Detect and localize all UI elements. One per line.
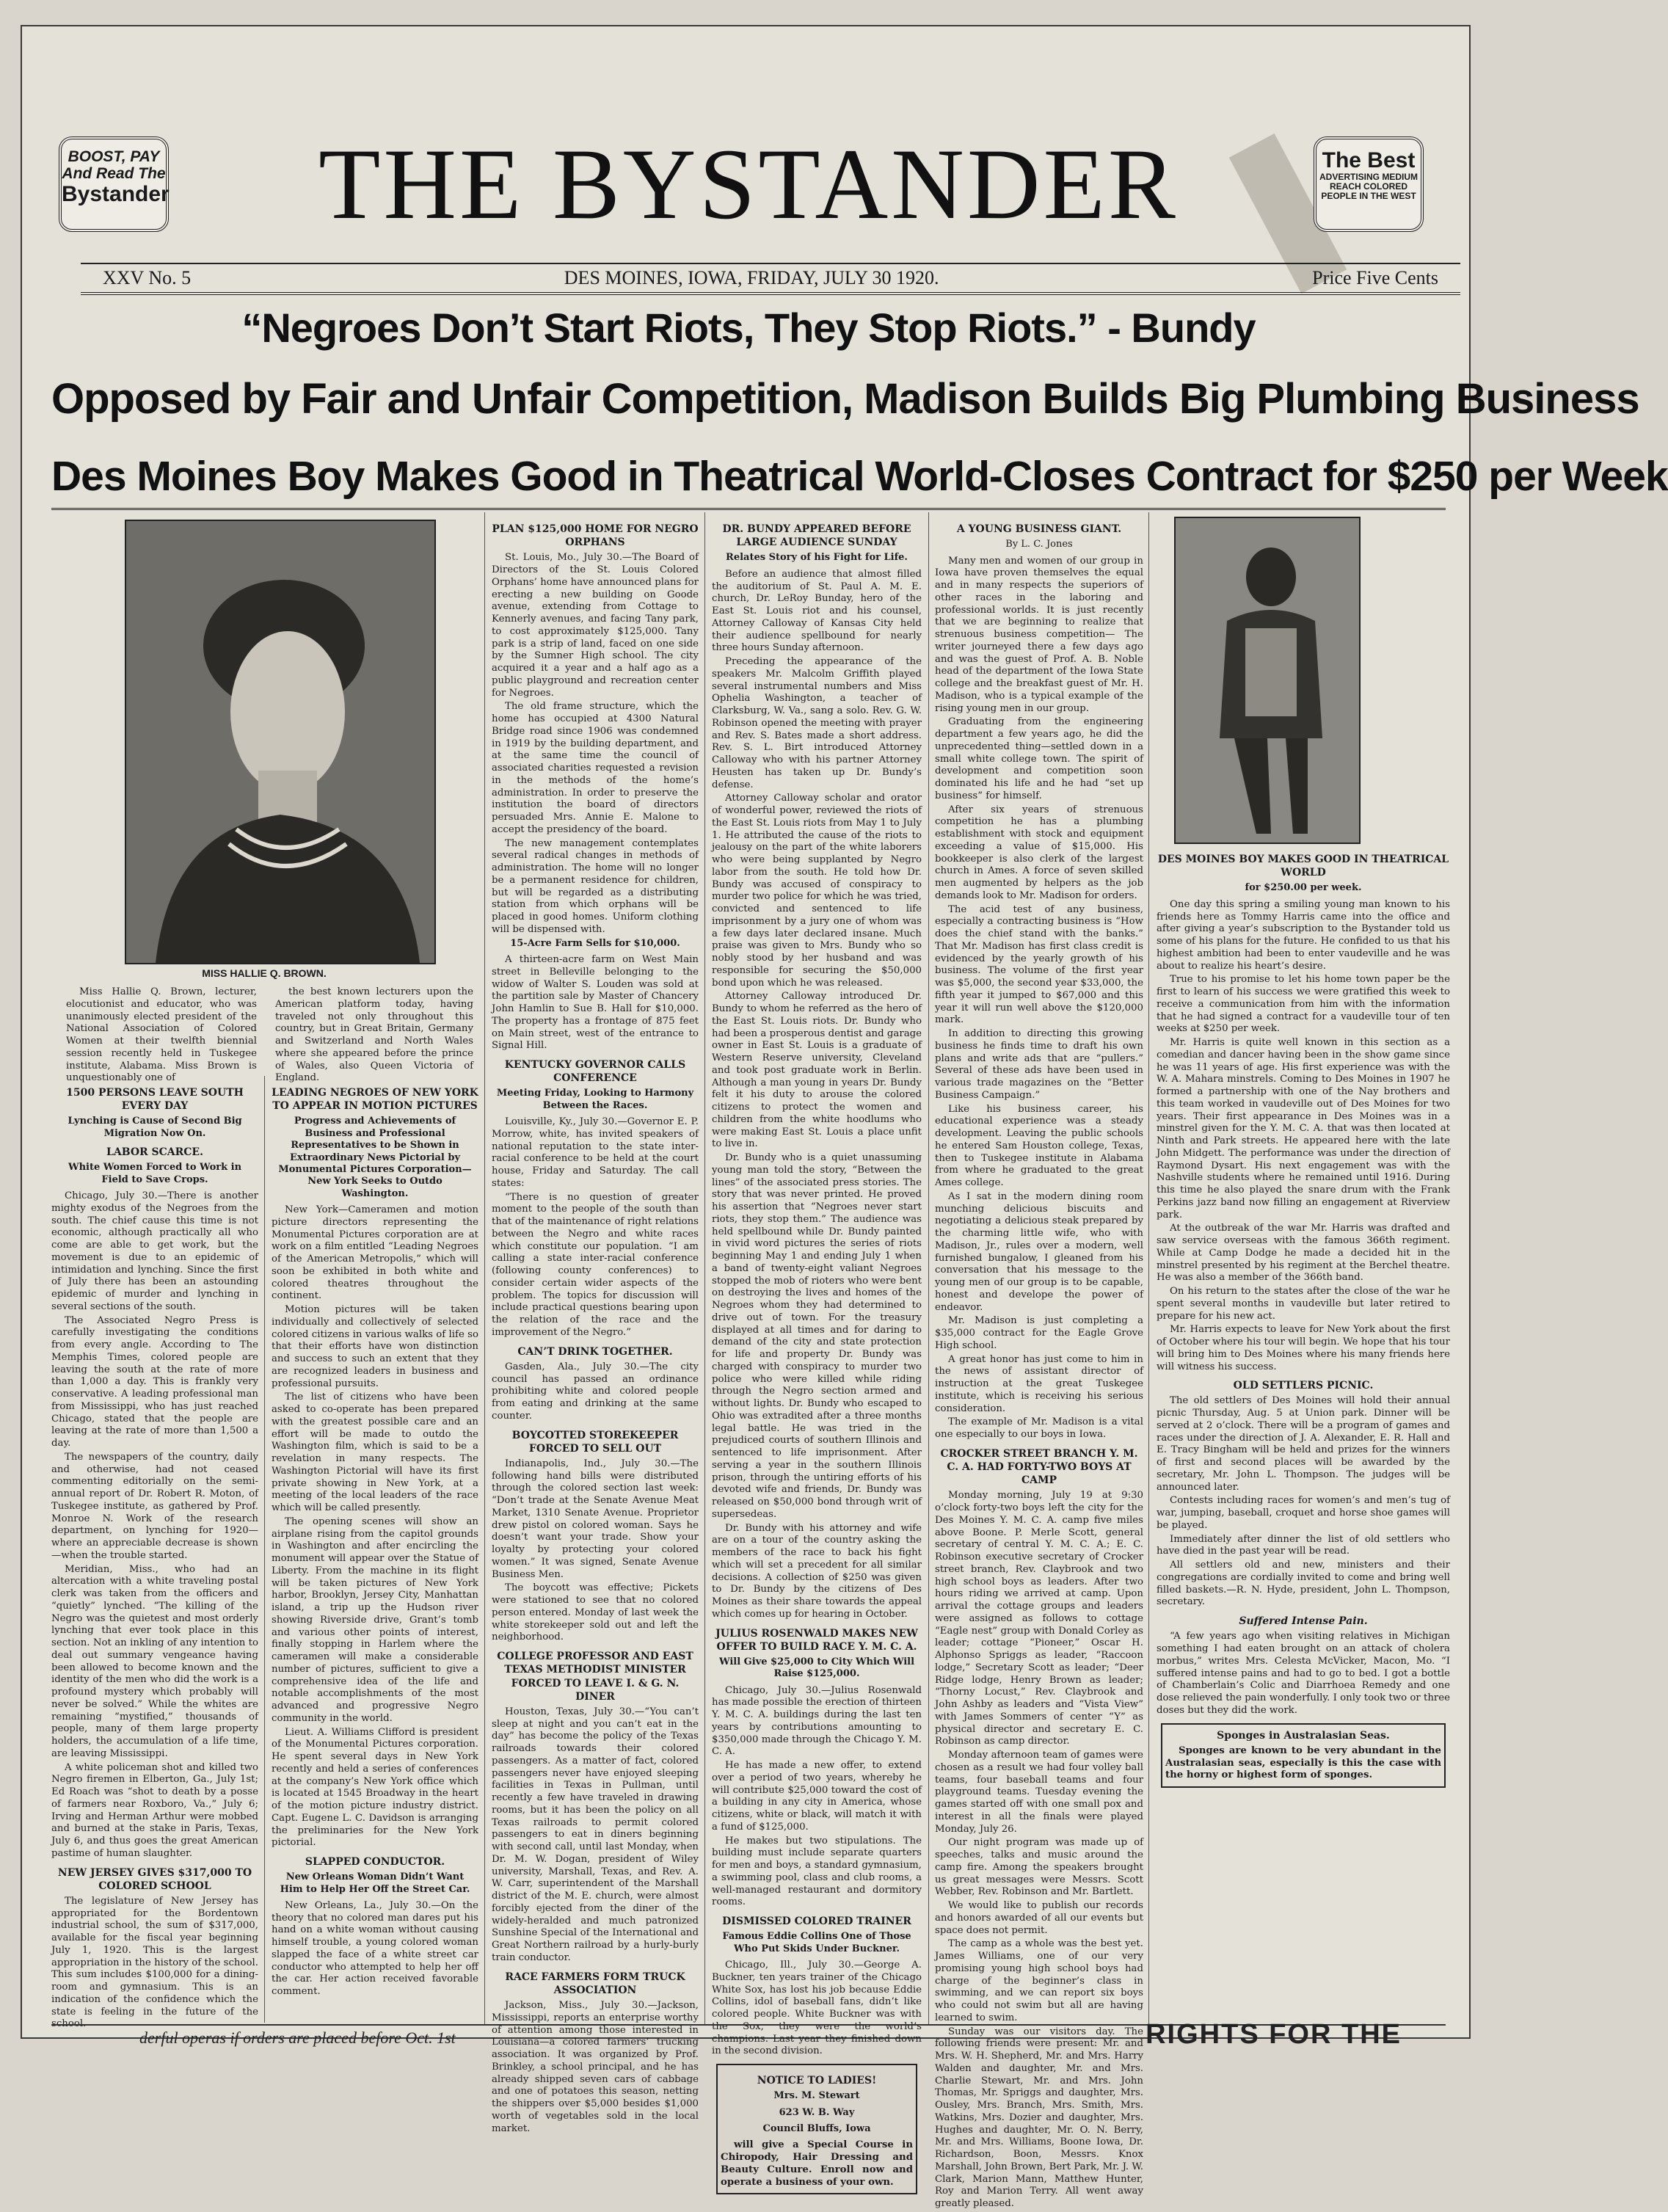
paragraph: The legislature of New Jersey has appropriated for the Bordentown industrial school, the sum of $317,000, available for the fiscal year beginning July 1, 1920. This is the largest appropriation in the history of the school. This sum includes $100,000 for a dining-room and gymnasium. This is an indication of the confidence which the state is feeling in the future of the school. <box>51 1895 258 2030</box>
portrait-illustration <box>1176 518 1359 843</box>
article-title: 1500 PERSONS LEAVE SOUTH EVERY DAY <box>66 1087 244 1113</box>
notice-line: 623 W. B. Way <box>779 2106 855 2118</box>
headline-rule <box>51 508 1446 510</box>
article-subtitle: New Orleans Woman Didn’t Want Him to Help Her Off the Street Car. <box>280 1871 470 1895</box>
paragraph: A great honor has just come to him in the news of assistant director of instruction at the great Tuskegee institute, which is receiving his serious consideration. <box>935 1353 1143 1414</box>
portrait-caption: MISS HALLIE Q. BROWN. <box>202 967 327 979</box>
paragraph: Monday morning, July 19 at 9:30 o’clock forty-two boys left the city for the Des Moines Y. M. C. A. camp five miles above Boone. P. Merle Scott, general secretary of central Y. M. C. A.; E. C. Robinson executive secretary of Crocker street branch, Rev. Claybrook and two high school boys as leaders. After two hours riding we arrived at camp. Upon arrival the cottage groups and leaders were assigned as follows to cottage “Eagle nest” group with Donald Corley as leader; cottage “Pioneer,” Oscar H. Alphonso Spriggs as leader, “Raccoon lodge,” Secretary Scott as leader; “Deer Ridge lodge, Henry Brown as leader; “Thorny Locust,” Rev. Claybrook and John Ashby as leaders and “Vista View” with James Sommers of center “Y” as physical director and secretary E. C. Robinson as camp director. <box>935 1490 1143 1747</box>
article-title: DR. BUNDY APPEARED BEFORE LARGE AUDIENCE SUNDAY <box>722 523 911 549</box>
volume-number: XXV No. 5 <box>103 267 192 288</box>
notice-box <box>716 2064 917 2194</box>
article-title: LEADING NEGROES OF NEW YORK TO APPEAR IN MOTION PICTURES <box>272 1087 478 1113</box>
paragraph: Graduating from the engineering department a few years ago, he did the unprecedented thing—settled down in a small white college town. The spirit of development and competition soon dominated his life and he had “set up business” for himself. <box>935 716 1143 801</box>
paragraph: The opening scenes will show an airplane rising from the capitol grounds in Washington and after encircling the monument will appear over the Statue of Liberty. From the machine in its flight will be taken pictures of New York harbor, Brooklyn, Jersey City, Manhattan island, a trip up the Hudson river showing Riverside drive, Grant’s tomb and various other points of interest, finally stopping in Harlem where the cameramen will make a considerable number of pictures, sufficient to give a comprehensive idea of the life and notable accomplishments of the most advanced and progressive Negro community in the world. <box>272 1516 478 1724</box>
paragraph: Contests including races for women’s and men’s tug of war, jumping, baseball, croquet and horse shoe games will be played. <box>1157 1495 1450 1531</box>
article-title: BOYCOTTED STOREKEEPER FORCED TO SELL OUT <box>511 1429 679 1455</box>
portrait-text-a <box>66 986 257 1086</box>
column-1 <box>51 1080 258 2032</box>
article-title: KENTUCKY GOVERNOR CALLS CONFERENCE <box>504 1059 686 1085</box>
paragraph: Chicago, July 30.—Julius Rosenwald has made possible the erection of thirteen Y. M. C. A. buildings during the last ten years by contributions amounting to $350,000 made through the Chicago Y. M. C. A. <box>712 1684 922 1758</box>
notice-title: NOTICE TO LADIES! <box>757 2075 877 2087</box>
paragraph: Dr. Bundy with his attorney and wife are on a tour of the country asking the members of the race to back his fight which will set a precedent for all similar decisions. A collection of $250 was given to Dr. Bundy by the citizens of Des Moines as their share towards the appeal which comes up for hearing in October. <box>712 1522 922 1620</box>
paragraph: Chicago, July 30.—There is another mighty exodus of the Negroes from the south. The chief cause this time is not economic, although practically all who come are able to get work, but the movement is due to an epidemic of intimidation and lynching. Since the first of July there has been an astounding epidemic of murder and lynching in several sections of the south. <box>51 1190 258 1312</box>
box-text: Sponges are known to be very abundant in the Australasian seas, especially is this the case with the horny or highest form of sponges. <box>1165 1745 1441 1781</box>
paragraph: Preceding the appearance of the speakers Mr. Malcolm Griffith played several instrumental numbers and Miss Ophelia Washington, a teacher of Clarksburg, W. Va., sang a solo. Rev. G. W. Robinson opened the meeting with prayer and Rev. S. Bates made a short address. Rev. S. L. Birt introduced Attorney Calloway who with his partner Attorney Heusten has taken up Dr. Bundy’s defense. <box>712 656 922 790</box>
column-5 <box>935 517 1143 2212</box>
headline-1: “Negroes Don’t Start Riots, They Stop Riots.” - Bundy <box>241 305 1256 351</box>
masthead-title: THE BYSTANDER <box>318 128 1179 240</box>
paragraph: A white policeman shot and killed two Negro firemen in Elberton, Ga., July 1st; Ed Roach was “shot to death by a posse of farmers near Roxboro, Va.,” July 6; Irving and Herman Arthur were mobbed and burned at the stake in Paris, Texas, July 6, and thus goes the great American pastime of human slaughter. <box>51 1761 258 1859</box>
tommy-harris-portrait <box>1174 517 1361 844</box>
paragraph: Gasden, Ala., July 30.—The city council has passed an ordinance prohibiting white and colored people from eating and drinking at the same counter. <box>492 1361 699 1422</box>
paragraph: We would like to publish our records and honors awarded of all our events but space does not permit. <box>935 1900 1143 1936</box>
paragraph: Miss Hallie Q. Brown, lecturer, elocutionist and educator, who was unanimously elected president of the National Association of Colored Women at their twelfth biennial session recently held in Tuskegee institute, Alabama. Miss Brown is unquestionably one of <box>66 986 257 1084</box>
badge-line: PEOPLE IN THE WEST <box>1321 191 1416 202</box>
hallie-brown-portrait <box>125 520 436 964</box>
article-title: A YOUNG BUSINESS GIANT. <box>956 523 1122 535</box>
badge-line: Bystander <box>62 182 170 207</box>
paragraph: The acid test of any business, especially a contracting business is “How does the chief stand with the banks.” That Mr. Madison has first class credit is evidenced by the yearly growth of his business. The volume of the first year was $5,000, the second year $33,000, the fifth year it jumped to $67,000 and this year it will run well above the $120,000 mark. <box>935 903 1143 1026</box>
headline-3: Des Moines Boy Makes Good in Theatrical World-Closes Contract for $250 per Week <box>51 453 1668 500</box>
article-title: NEW JERSEY GIVES $317,000 TO COLORED SCHOOL <box>57 1866 252 1892</box>
paragraph: Before an audience that almost filled the auditorium of St. Paul A. M. E. church, Dr. LeRoy Bunday, hero of the East St. Louis riot and his counsel, Attorney Calloway of Kansas City held their audience spellbound for nearly three hours Sunday afternoon. <box>712 568 922 654</box>
paragraph: The new management contemplates several radical changes in methods of administration. The home will no longer be a permanent residence for children, but will be regarded as a distributing station from which orphans will be placed in good homes. Uniform clothing will be dispensed with. <box>492 837 699 935</box>
article-title: RACE FARMERS FORM TRUCK ASSOCIATION <box>505 1971 685 1996</box>
paragraph: Immediately after dinner the list of old settlers who have died in the past year will be read. <box>1157 1533 1450 1557</box>
article-title: SLAPPED CONDUCTOR. <box>305 1856 445 1868</box>
right-ear-badge <box>1314 137 1424 232</box>
column-4 <box>712 517 922 2200</box>
notice-line: Council Bluffs, Iowa <box>762 2123 871 2134</box>
portrait-text-b <box>275 986 473 1086</box>
article-subtitle: Famous Eddie Collins One of Those Who Put Skids Under Buckner. <box>722 1931 911 1954</box>
paragraph: The Associated Negro Press is carefully investigating the conditions from every angle. According to The Memphis Times, colored people are leaving the south at the rate of more than 1,000 a day. This is frankly very conservative. A leading professional man from Mississippi, who has just reached Chicago, stated that the people are leaving at the rate of more than 1,500 a day. <box>51 1314 258 1449</box>
paragraph: He makes but two stipulations. The building must include separate quarters for men and boys, a standard gymnasium, a swimming pool, class and club rooms, a well-managed restaurant and dormitory rooms. <box>712 1835 922 1908</box>
paragraph: After six years of strenuous competition he has a plumbing establishment with stock and equipment exceeding a value of $15,000. His bookkeeper is also clerk of the largest church in Ames. A force of seven skilled men augmented by helpers as the job demands look to Mr. Madison for orders. <box>935 804 1143 901</box>
badge-line: The Best <box>1322 148 1416 172</box>
paragraph: “A few years ago when visiting relatives in Michigan something I had eaten brought on an attack of cholera morbus,” writes Mrs. Celesta McVicker, Macon, Mo. “I suffered intense pains and had to go to bed. I got a bottle of Chamberlain’s Colic and Diarrhoea Remedy and one dose relieved the pain wonderfully. I only took two or three doses but they did the work. <box>1157 1631 1450 1716</box>
article-title: COLLEGE PROFESSOR AND EAST TEXAS METHODIST MINISTER FORCED TO LEAVE I. & G. N. DINER <box>497 1651 693 1703</box>
dateline <box>81 263 1460 295</box>
headline-2: Opposed by Fair and Unfair Competition, Madison Builds Big Plumbing Business <box>51 375 1639 423</box>
article-subtitle: 15-Acre Farm Sells for $10,000. <box>510 937 680 949</box>
left-ear-badge <box>59 137 169 232</box>
paragraph: Houston, Texas, July 30.—“You can’t sleep at night and you can’t eat in the day” has become the policy of the Texas railroads towards their colored passengers. As a matter of fact, colored passengers never have enjoyed sleeping facilities in Texas in Pullman, until recently a few have traveled in drawing rooms, but it has been the policy on all Texas railroads to permit colored passengers to eat in diners beginning with second call, until last Monday, when Dr. M. W. Dogan, president of Wiley university, Marshall, Texas, and Rev. A. W. Carr, superintendent of the Marshall district of the M. E. church, were almost forcibly ejected from the diner of the widely-heralded and much patronized Sunshine Special of the International and Great Northern railroad by a hurly-burly train conductor. <box>492 1706 699 1963</box>
newspaper-page <box>21 25 1668 2210</box>
paragraph: On his return to the states after the close of the war he spent several months in vaudeville but later retired to prepare for his new act. <box>1157 1286 1450 1322</box>
paragraph: Attorney Calloway scholar and orator of wonderful power, reviewed the riots of the East St. Louis riots from May 1 to July 1. He attributed the cause of the riots to jealousy on the part of the white laborers who were being supplanted by Negro labor from the south. He told how Dr. Bundy was accused of conspiracy to murder two police for which he was tried, convicted and sentenced to life imprisonment by a jury one of whom was a few days later declared insane. Much praise was given to Mrs. Bundy who so nobly stood by her husband and was responsible for securing the $50,000 bond upon which he was released. <box>712 793 922 989</box>
paragraph: A thirteen-acre farm on West Main street in Belleville belonging to the widow of Walter S. Louden was sold at the partition sale by Master of Chancery John Hamlin to Sue B. Hall for $10,000. The property has a frontage of 875 feet on Main street, west of the entrance to Signal Hill. <box>492 954 699 1052</box>
paragraph: Sunday was our visitors day. The following friends were present: Mr. and Mrs. W. H. Shepherd, Mr. and Mrs. Harry Walden and daughter, Mr. and Mrs. Charlie Stewart, Mr. and Mrs. John Thomas, Mr. Spriggs and daughter, Mrs. Ousley, Mrs. Branch, Mrs. Smith, Mrs. Watkins, Mrs. Dozier and daughter, Mrs. Hughes and daughter, Mr. O. N. Berry, Mr. and Mrs. Williams, Boone Iowa, Dr. Richardson, Boon, Messrs. Knox Marshall, John Brown, Bert Park, Mr. J. W. Clark, Marion Mann, Matthew Hunter, Roy and Marion Terry. All went away greatly pleased. <box>935 2026 1143 2210</box>
paragraph: Chicago, Ill., July 30.—George A. Buckner, ten years trainer of the Chicago White Sox, has lost his job because Eddie Collins, idol of baseball fans, didn’t like colored people. White Buckner was with the Sox, they were the world’s champions. Last year they finished down in the second division. <box>712 1960 922 2057</box>
article-subtitle: for $250.00 per week. <box>1245 882 1362 894</box>
article-subtitle: Lynching is Cause of Second Big Migration Now On. <box>68 1116 242 1139</box>
paragraph: The boycott was effective; Pickets were stationed to see that no colored person entered. Monday of last week the white storekeeper sold out and left the neighborhood. <box>492 1582 699 1643</box>
paragraph: True to his promise to let his home town paper be the first to learn of his success we were gratified this week to receive a communication from him with the information that he had signed a contract for a vaudeville tour of ten weeks at $250 per week. <box>1157 974 1450 1035</box>
paragraph: Jackson, Miss., July 30.—Jackson, Mississippi, reports an enterprise worthy of attention among those interested in Louisiana—a colored farmers’ trucking association. It was organized by Prof. Brinkley, a school principal, and he has already shipped seven cars of cabbage and one of potatoes this season, netting the shippers over $5,000 besides $1,000 worth of vegetables sold in the local market. <box>492 2000 699 2134</box>
column-rule <box>928 512 929 2024</box>
paragraph: As I sat in the modern dining room munching delicious biscuits and negotiating a delicious steak prepared by the charming little wife, who with Madison, Jr., rules over a modern, well furnished bungalow, I gleaned from his conversation that his message to the young men of our group is to be capable, honest and develope the power of endeavor. <box>935 1190 1143 1313</box>
article-subtitle: Meeting Friday, Looking to Harmony Between the Races. <box>496 1088 694 1111</box>
footer-advert-right: RIGHTS FOR THE <box>1146 2019 1402 2050</box>
badge-line: ADVERTISING MEDIUM <box>1319 172 1418 182</box>
paragraph: Monday afternoon team of games were chosen as a result we had four volley ball teams, four baseball teams and four playground teams. Tuesday evening the games started off with one small pox and interest in all the finals were played Monday, July 26. <box>935 1750 1143 1835</box>
place-date: DES MOINES, IOWA, FRIDAY, JULY 30 1920. <box>564 267 939 288</box>
paragraph: He has made a new offer, to extend over a period of two years, whereby he will contribute $25,000 toward the cost of a building in any city in America, whose citizens, white or black, will match it with a fund of $125,000. <box>712 1760 922 1833</box>
paragraph: Mr. Harris is quite well known in this section as a comedian and dancer having been in the show game since he was 11 years of age. His first experience was with the W. A. Mahara minstrels. Coming to Des Moines in 1907 he formed a partnership with one of the Nay brothers and this team worked in vaudeville out of Des Moines for two years. Their first appearance in Des Moines was in a minstrel given for the Y. M. C. A. that was then located at Ninth and Park streets. He appeared here with the late John Midgett. The performance was under the direction of Raymond Dysart. His next engagement was with the Nashville students where he remained until 1916. During this time he also played the snare drum with the Frank Perkins jazz band now filling an engagement at Riverview park. <box>1157 1037 1450 1220</box>
paragraph: Many men and women of our group in Iowa have proven themselves the equal and in many respects the superiors of other races in the laboring and professional worlds. It is just recently that we are beginning to realize that strenuous business competition— The writer journeyed there a few days ago and was the guest of Prof. A. B. Noble head of the department of the Iowa State college and the breakfast guest of Mr. H. Madison, who is a typical example of the rising young men in our group. <box>935 555 1143 714</box>
article-subtitle: White Women Forced to Work in Field to Save Crops. <box>68 1162 242 1185</box>
paragraph: Louisville, Ky., July 30.—Governor E. P. Morrow, white, has invited speakers of national reputation to the state inter-racial conference to be held at the court house, Friday and Saturday. The call states: <box>492 1116 699 1189</box>
portrait-illustration <box>126 521 434 963</box>
article-title: JULIUS ROSENWALD MAKES NEW OFFER TO BUILD RACE Y. M. C. A. <box>715 1627 918 1653</box>
article-subtitle: Relates Story of his Fight for Life. <box>726 552 908 564</box>
paragraph: At the outbreak of the war Mr. Harris was drafted and saw service overseas with the famous 366th regiment. While at Camp Dodge he made a decided hit in the minstrel presented by his regiment at the Berchel theatre. He was also a member of the 366th band. <box>1157 1223 1450 1284</box>
paragraph: Lieut. A. Williams Clifford is president of the Monumental Pictures corporation. He spent several days in New York recently and held a series of conferences at the company’s New York office which is located at 1545 Broadway in the heart of the motion picture industry district. Capt. Eugene L. C. Davidson is arranging the preliminaries for the New York pictorial. <box>272 1726 478 1849</box>
paragraph: In addition to directing this growing business he finds time to draft his own plans and write ads that are “pullers.” Several of these ads have been used in various trade magazines on the “Better Business Campaign.” <box>935 1028 1143 1101</box>
article-title: OLD SETTLERS PICNIC. <box>1233 1380 1374 1392</box>
article-title: CROCKER STREET BRANCH Y. M. C. A. HAD FORTY-TWO BOYS AT CAMP <box>940 1447 1138 1487</box>
paragraph: St. Louis, Mo., July 30.—The Board of Directors of the St. Louis Colored Orphans’ home have announced plans for erecting a new building on Goode avenue, extending from Cottage to Kennerly avenues, and facing Tany park, to cost approximately $125,000. Tany park is a strip of land, faced on one side by the Sumner High school. The city acquired it a year and a half ago as a public playground and recreation center for Negroes. <box>492 552 699 699</box>
paragraph: The newspapers of the country, daily and otherwise, had not ceased commenting editorially on the semi-annual report of Dr. Robert R. Moton, of Tuskegee institute, as gathered by Prof. Monroe N. Work of the research department, on lynching for 1920—where an appreciable decrease is shown—when the trouble started. <box>51 1451 258 1561</box>
paragraph: All settlers old and new, ministers and their congregations are cordially invited to come and bring well filled baskets.—R. N. Hyde, president, John L. Thompson, secretary. <box>1157 1560 1450 1608</box>
notice-text: will give a Special Course in Chiropody, Hair Dressing and Beauty Culture. Enroll now and operate a business of your own. <box>721 2139 913 2188</box>
paragraph: One day this spring a smiling young man known to his friends here as Tommy Harris came into the office and after giving a year’s subscription to the Bystander told us some of his plans for the future. He confided to us that his highest ambition had been to enter vaudeville and he was about to realize his heart’s desire. <box>1157 898 1450 972</box>
column-rule <box>704 512 705 2024</box>
byline: By L. C. Jones <box>1005 539 1073 550</box>
article-title: DISMISSED COLORED TRAINER <box>722 1916 911 1928</box>
sponges-box <box>1161 1723 1446 1788</box>
paragraph: The list of citizens who have been asked to co-operate has been prepared with the greatest possible care and an effort will be made to outdo the Washington film, which is said to be a revelation in many respects. The Washington Pictorial will have its first private showing in New York, at a meeting of the local leaders of the race which will be called presently. <box>272 1391 478 1513</box>
footer-advert-left: derful operas if orders are placed before Oct. 1st <box>139 2029 456 2047</box>
paragraph: Mr. Harris expects to leave for New York about the first of October where his tour will begin. We hope that his tour will bring him to Des Moines where his many friends here will witness his success. <box>1157 1324 1450 1372</box>
column-rule <box>484 512 485 2024</box>
notice-line: Mrs. M. Stewart <box>773 2090 860 2102</box>
article-title: Suffered Intense Pain. <box>1239 1615 1368 1628</box>
paragraph: Meridian, Miss., who had an altercation with a white traveling postal clerk was taken from the officers and “quietly” lynched. “The killing of the Negro was the quietest and most orderly lynching that ever took place in this section. Not an inkling of any intention to deal out summary vengeance having been allowed to become known and the identity of the men who did the work is a profound mystery which probably will never be solved.” While the whites are remaining “mystified,” thousands of people, many of them large property holders, the accumulation of a life time, are leaving Mississippi. <box>51 1563 258 1759</box>
paragraph: Our night program was made up of speeches, talks and music around the camp fire. Among the speakers brought us great messages were Messrs. Scott Webber, Rev. Robinson and Mr. Bartlett. <box>935 1837 1143 1898</box>
paragraph: The old settlers of Des Moines will hold their annual picnic Thursday, Aug. 5 at Union park. Dinner will be served at 2 o’clock. There will be a program of games and races under the direction of J. A. Alexander, E. R. Hall and E. Tracy Bingham will be held and prizes for the winners of first and second places will be awarded by the secretary, Mr. John L. Thompson. The judges will be announced later. <box>1157 1395 1450 1493</box>
paragraph: The old frame structure, which the home has occupied at 4300 Natural Bridge road since 1906 was condemned in 1919 by the building department, and at the same time the council of associated charities requested a revision in the methods of the home’s administration. In order to preserve the institution the board of directors persuaded Mrs. Annie E. Malone to accept the presidency of the board. <box>492 701 699 835</box>
column-2 <box>272 1080 478 2000</box>
paragraph: Mr. Madison is just completing a $35,000 contract for the Eagle Grove High school. <box>935 1315 1143 1351</box>
portrait-caption: DES MOINES BOY MAKES GOOD IN THEATRICAL WORLD <box>1157 854 1449 879</box>
paragraph: “There is no question of greater moment to the people of the south than that of the maintenance of right relations between the Negro and white races which constitute our population. “I am calling a state inter-racial conference (following county conferences) to consider certain wider aspects of the problem. The topics for discussion will include practical questions bearing upon the relation of the race and the improvement of the Negro.” <box>492 1191 699 1338</box>
badge-line: And Read The <box>62 165 166 183</box>
column-rule <box>1148 512 1149 2024</box>
paragraph: the best known lecturers upon the American platform today, having traveled not only throughout this country, but in Great Britain, Germany and Switzerland and North Wales where she appeared before the prince of Wales, also Queen Victoria of England. <box>275 986 473 1084</box>
article-section: LABOR SCARCE. <box>106 1146 203 1159</box>
column-6 <box>1157 847 1450 1794</box>
paragraph: The example of Mr. Madison is a vital one especially to our boys in Iowa. <box>935 1416 1143 1441</box>
paragraph: Dr. Bundy who is a quiet unassuming young man told the story, “Between the lines” of the associated press stories. The story that was never printed. He proved his assertion that “Negroes never start riots, they stop them.” The audience was held spellbound while Dr. Bundy painted in vivid word pictures the series of riots beginning May 1 and ending July 1 when a band of twenty-eight valiant Negroes stopped the mob of rioters who were bent on destroying the lives and homes of the Negroes whom they had determined to drive out of town. For the treasury displayed at all times and for daring to demand of the city and state protection for life and property Dr. Bundy was charged with conspiracy to murder two police who were killed while riding through the Negro section armed and without lights. Dr. Bundy who escaped to Ohio was extradited after a three months legal battle. He was tried in the prejudiced courts of southern Illinois and sentenced to life imprisonment. After serving a year in the southern Illinois prison, through the untiring efforts of his devoted wife and friends, Dr. Bundy was released on $50,000 bond through writ of supersedeas. <box>712 1152 922 1520</box>
paragraph: Like his business career, his educational experience was a steady development. Leaving the public schools he entered Sam Houston college, Texas, then to Tuskegee institute in Alabama from where he graduated to the great Ames college. <box>935 1103 1143 1189</box>
box-title: Sponges in Australasian Seas. <box>1217 1729 1390 1742</box>
paragraph: New York—Cameramen and motion picture directors representing the Monumental Pictures corporation are at work on a film entitled “Leading Negroes of the American Metropolis,” which will soon be exhibited in both white and colored theatres throughout the continent. <box>272 1204 478 1302</box>
paragraph: Motion pictures will be taken individually and collectively of selected colored citizens in various walks of life so that their efforts have won distinction and success to such an extent that they are recognized leaders in business and professional pursuits. <box>272 1304 478 1389</box>
article-title: PLAN $125,000 HOME FOR NEGRO ORPHANS <box>492 523 699 549</box>
price: Price Five Cents <box>1312 267 1438 288</box>
article-subtitle: Will Give $25,000 to City Which Will Raise $125,000. <box>718 1656 915 1680</box>
article-title: CAN’T DRINK TOGETHER. <box>517 1345 673 1358</box>
paragraph: Attorney Calloway introduced Dr. Bundy to whom he referred as the hero of the East St. Louis riots. Dr. Bundy who had been a prosperous dentist and garage owner in East St. Louis is a graduate of Western Reserve university, Cleveland and took post graduate work in Berlin. Although a man young in years Dr. Bundy felt it his duty to arouse the colored citizens to protect the women and children from the white hoodlums who were making East St. Louis a place unfit to live in. <box>712 991 922 1150</box>
paragraph: New Orleans, La., July 30.—On the theory that no colored man dares put his hand on a white woman without causing himself trouble, a young colored woman slapped the face of a white street car conductor who attempted to help her off the car. Her action received favorable comment. <box>272 1899 478 1998</box>
article-subtitle: Progress and Achievements of Business and Professional Representatives to be Shown in Extraordinary News Pictorial by Monumental Pictures Corporation—New York Seeks to Outdo Washington. <box>278 1116 472 1199</box>
column-3 <box>492 517 699 2136</box>
paragraph: The camp as a whole was the best yet. James Williams, one of our very promising young high school boys had charge of the beginner’s class in swimming, and we can report six boys who could not swim but all are having learned to swim. <box>935 1938 1143 2023</box>
column-rule <box>264 1076 265 2023</box>
paragraph: Indianapolis, Ind., July 30.—The following hand bills were distributed through the colored section last week: “Don’t trade at the Senate Avenue Meat Market, 1310 Senate Avenue. Proprietor drew pistol on colored woman. Says he doesn’t want your trade. Show your loyalty by protecting your colored women.” It was signed, Senate Avenue Business Men. <box>492 1458 699 1580</box>
badge-line: BOOST, PAY <box>68 148 160 165</box>
badge-line: REACH COLORED <box>1329 181 1407 192</box>
